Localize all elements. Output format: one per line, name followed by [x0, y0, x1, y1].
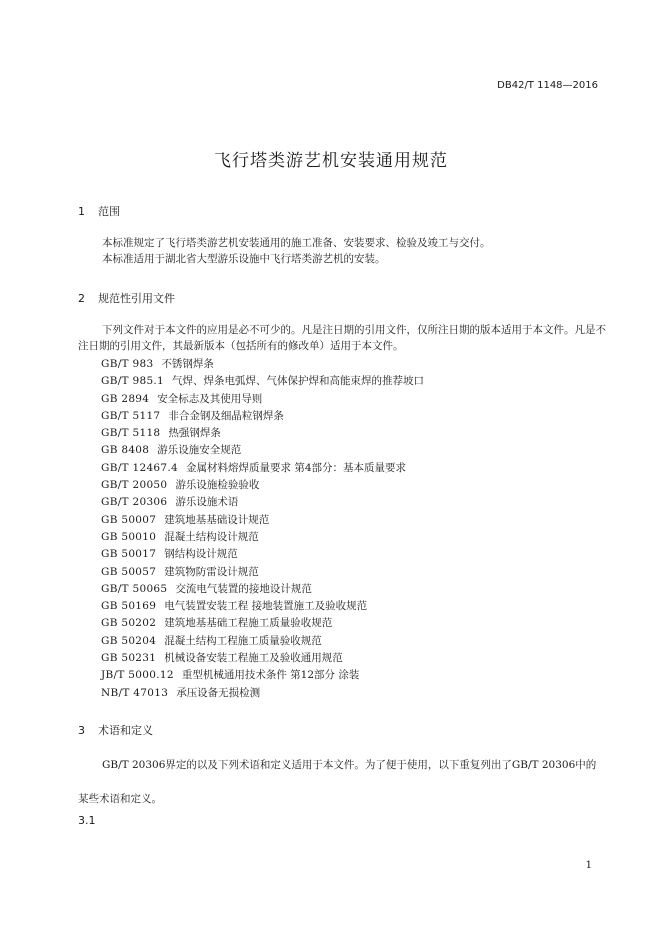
reference-code: NB/T 47013	[101, 686, 169, 699]
reference-title: 钢结构设计规范	[164, 548, 238, 561]
reference-title: 气焊、焊条电弧焊、气体保护焊和高能束焊的推荐坡口	[172, 375, 425, 388]
section-number: 1	[78, 205, 85, 218]
reference-title: 机械设备安装工程施工及验收通用规范	[164, 652, 343, 665]
section-title: 术语和定义	[98, 724, 153, 737]
reference-code: GB/T 5117	[101, 409, 161, 422]
section-2-heading	[78, 290, 175, 306]
list-item	[101, 512, 424, 529]
reference-code: GB/T 20050	[101, 479, 168, 492]
normative-refs-intro: 下列文件对于本文件的应用是必不可少的。凡是注日期的引用文件，仅所注日期的版本适用于本文件。凡是不注日期的引用文件，其最新版本（包括所有的修改单）适用于本文件。	[78, 324, 606, 352]
reference-code: GB 50231	[101, 652, 157, 665]
reference-title: 电气装置安装工程 接地装置施工及验收规范	[164, 600, 368, 613]
list-item	[101, 460, 424, 477]
reference-code: GB 50010	[101, 530, 157, 543]
reference-code: GB/T 983	[101, 358, 154, 370]
list-item	[101, 494, 424, 511]
reference-title: 非合金钢及细晶粒钢焊条	[168, 409, 284, 422]
scope-paragraph-1: 本标准规定了飞行塔类游艺机安装通用的施工准备、安装要求、检验及竣工与交付。	[102, 237, 491, 249]
reference-code: GB 8408	[101, 444, 150, 457]
list-item	[101, 546, 424, 563]
reference-code: GB/T 985.1	[101, 375, 165, 388]
reference-title: 金属材料熔焊质量要求 第4部分：基本质量要求	[186, 461, 407, 474]
section-1-heading	[78, 203, 120, 219]
reference-code: JB/T 5000.12	[101, 669, 174, 682]
reference-title: 建筑地基基础设计规范	[164, 513, 270, 526]
reference-title: 建筑地基基础工程施工质量验收规范	[164, 617, 333, 630]
reference-title: 游乐设施术语	[175, 496, 239, 509]
reference-code: GB 2894	[101, 392, 150, 405]
list-item	[101, 633, 424, 650]
section-title: 范围	[98, 205, 120, 218]
section-number: 2	[78, 292, 85, 305]
list-item	[101, 667, 424, 684]
reference-list	[101, 356, 424, 702]
list-item	[101, 373, 424, 390]
reference-code: GB/T 12467.4	[101, 461, 179, 474]
reference-code: GB 50017	[101, 548, 157, 561]
reference-title: 建筑物防雷设计规范	[164, 565, 259, 578]
list-item	[101, 650, 424, 667]
reference-title: 游乐设施安全规范	[157, 444, 242, 457]
reference-title: 混凝土结构工程施工质量验收规范	[164, 634, 322, 647]
list-item	[101, 615, 424, 632]
list-item	[101, 477, 424, 494]
list-item	[101, 356, 424, 373]
list-item	[101, 685, 424, 702]
reference-code: GB 50204	[101, 634, 157, 647]
reference-title: 安全标志及其使用导则	[157, 392, 263, 405]
document-title: 飞行塔类游艺机安装通用规范	[214, 151, 448, 171]
reference-title: 不锈钢焊条	[161, 358, 214, 370]
reference-title: 混凝土结构设计规范	[164, 530, 259, 543]
list-item	[101, 598, 424, 615]
section-number: 3	[78, 724, 85, 737]
scope-paragraph-2: 本标准适用于湖北省大型游乐设施中飞行塔类游艺机的安装。	[102, 253, 386, 265]
reference-title: 热强钢焊条	[168, 427, 221, 440]
reference-title: 重型机械通用技术条件 第12部分 涂装	[181, 669, 360, 682]
reference-title: 交流电气装置的接地设计规范	[175, 582, 312, 595]
subclause-number: 3.1	[78, 814, 96, 827]
list-item	[101, 529, 424, 546]
list-item	[101, 425, 424, 442]
reference-code: GB 50202	[101, 617, 157, 630]
reference-code: GB/T 5118	[101, 427, 161, 440]
list-item	[101, 391, 424, 408]
list-item	[101, 581, 424, 598]
reference-code: GB/T 20306	[101, 496, 168, 509]
reference-code: GB 50057	[101, 565, 157, 578]
section-3-heading	[78, 722, 153, 738]
page-number: 1	[585, 860, 592, 871]
list-item	[101, 442, 424, 459]
section-title: 规范性引用文件	[98, 292, 175, 305]
list-item	[101, 564, 424, 581]
list-item	[101, 408, 424, 425]
reference-code: GB 50007	[101, 513, 157, 526]
reference-title: 承压设备无损检测	[176, 686, 261, 699]
terms-intro: GB/T 20306界定的以及下列术语和定义适用于本文件。为了便于使用，以下重复列出了GB/T 20306中的某些术语和定义。	[78, 759, 597, 805]
standard-code: DB42/T 1148—2016	[497, 80, 598, 91]
reference-title: 游乐设施检验验收	[175, 479, 260, 492]
reference-code: GB/T 50065	[101, 582, 168, 595]
reference-code: GB 50169	[101, 600, 157, 613]
